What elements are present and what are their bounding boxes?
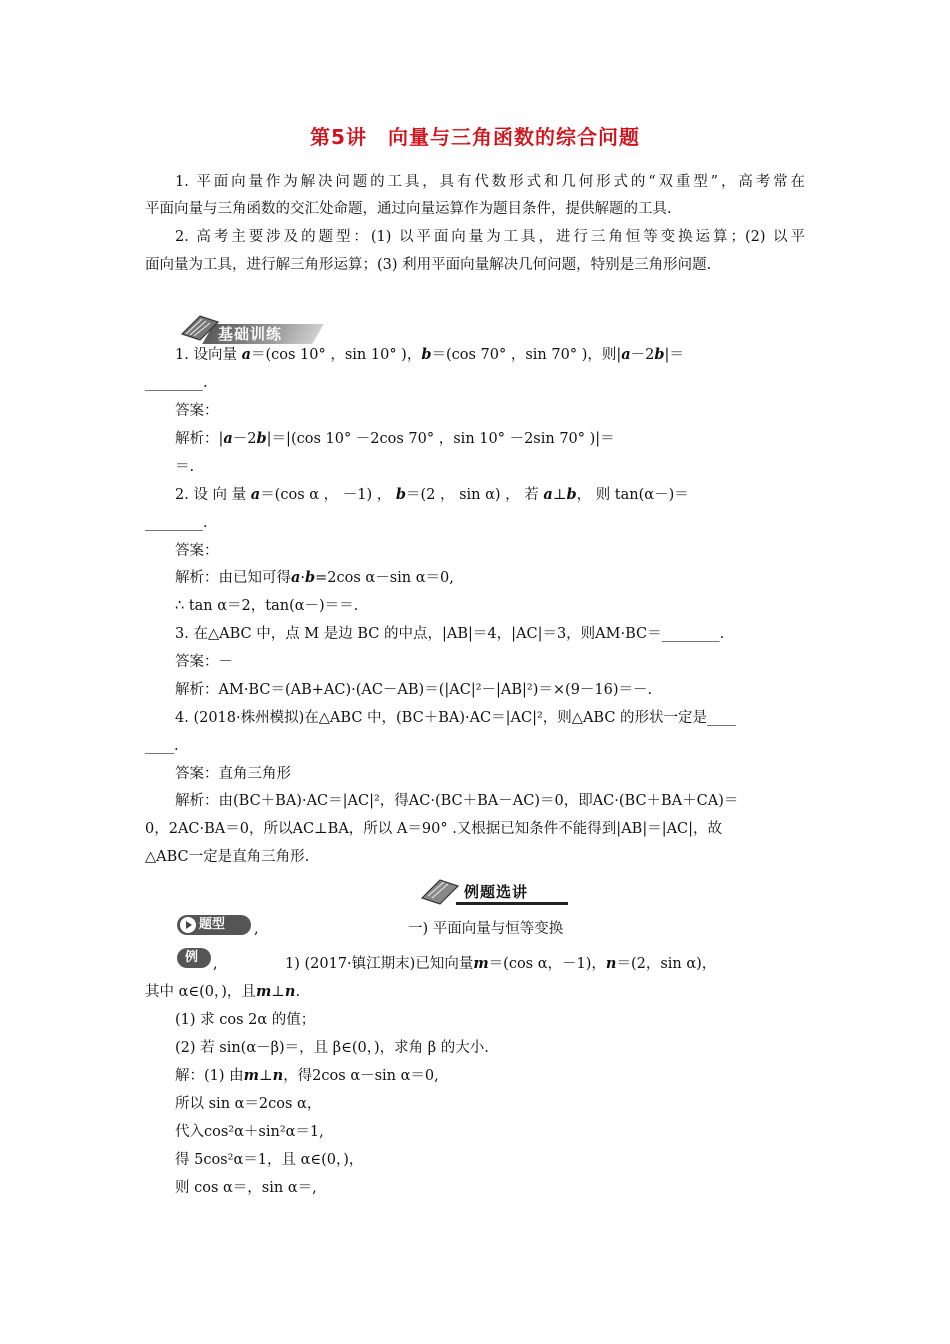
section-banner-label: 基础训练 <box>218 325 283 343</box>
question-2-line-1: 2. 设 向 量 a＝(cos α ， －1) ， b＝(2 ， sin α) ， 若 a⊥b， 则 tan(α－)＝ <box>175 486 689 503</box>
question-1-solution-line-2: ＝. <box>175 459 195 475</box>
section-banner-label: 例题选讲 <box>464 883 529 901</box>
question-4-line-2: ____. <box>145 738 179 754</box>
example-solution-line-2: 所以 sin α＝2cos α， <box>175 1096 322 1112</box>
question-1-line-2: ________. <box>145 375 208 391</box>
intro-paragraph-1-line-1: 1. 平面向量作为解决问题的工具，具有代数形式和几何形式的“双重型”，高考常在 <box>175 174 805 190</box>
play-icon <box>180 917 196 933</box>
question-4-answer: 答案：直角三角形 <box>175 766 291 782</box>
page-title: 第5讲 向量与三角函数的综合问题 <box>310 125 640 149</box>
example-line-1: 1) (2017·镇江期末)已知向量m＝(cos α，－1)，n＝(2，sin α)， <box>285 955 717 972</box>
book-icon <box>178 312 222 344</box>
question-1-solution-line-1: 解析：|a－2b|＝|(cos 10° －2cos 70° ，sin 10° －2sin 70° )|＝ <box>175 430 615 447</box>
example-tag: 例 <box>177 948 211 968</box>
section-banner-basic-training <box>178 312 328 346</box>
question-1-answer: 答案： <box>175 403 219 419</box>
example-solution-line-5: 则 cos α＝，sin α＝, <box>175 1180 317 1196</box>
example-line-2: 其中 α∈(0，)，且m⊥n. <box>145 983 301 1000</box>
question-2-solution-line-2: ∴ tan α＝2，tan(α－)＝＝. <box>175 598 359 614</box>
intro-paragraph-2-line-1: 2. 高考主要涉及的题型：(1) 以平面向量为工具，进行三角恒等变换运算；(2) 以平 <box>175 229 805 245</box>
type-tag-comma: , <box>254 921 259 937</box>
example-tag-comma: , <box>213 956 218 972</box>
section-banner-example-lectures <box>418 874 578 908</box>
intro-paragraph-2-line-2: 面向量为工具，进行解三角形运算；(3) 利用平面向量解决几何问题，特别是三角形问题. <box>145 257 712 273</box>
type-title: 一) 平面向量与恒等变换 <box>408 921 564 937</box>
question-3-solution: 解析：AM·BC＝(AB+AC)·(AC－AB)＝(|AC|²－|AB|²)＝×(9－16)＝－. <box>175 682 653 698</box>
question-3-answer: 答案：－ <box>175 654 233 670</box>
question-1-line-1: 1. 设向量 a＝(cos 10° ，sin 10° )，b＝(cos 70° ，sin 70° )，则|a－2b|＝ <box>175 346 684 363</box>
question-4-solution-line-2: 0，2AC·BA＝0，所以AC⊥BA，所以 A＝90° .又根据已知条件不能得到|AB|＝|AC|，故 <box>145 821 723 837</box>
question-4-line-1: 4. (2018·株州模拟)在△ABC 中，(BC＋BA)·AC＝|AC|²，则△ABC 的形状一定是____ <box>175 710 737 726</box>
question-4-solution-line-3: △ABC一定是直角三角形. <box>145 849 310 865</box>
example-question-1: (1) 求 cos 2α 的值； <box>175 1012 316 1028</box>
example-solution-line-1: 解：(1) 由m⊥n，得2cos α－sin α＝0, <box>175 1067 439 1084</box>
example-question-2: (2) 若 sin(α－β)＝，且 β∈(0，)，求角 β 的大小. <box>175 1040 489 1056</box>
example-solution-line-3: 代入cos²α＋sin²α＝1, <box>175 1124 324 1140</box>
question-2-line-2: ________. <box>145 515 208 531</box>
type-tag: 题型 <box>177 915 251 935</box>
question-3-line-1: 3. 在△ABC 中，点 M 是边 BC 的中点，|AB|＝4，|AC|＝3，则AM·BC＝________. <box>175 626 725 642</box>
question-4-solution-line-1: 解析：由(BC＋BA)·AC＝|AC|²，得AC·(BC＋BA－AC)＝0，即AC·(BC＋BA＋CA)＝ <box>175 793 739 809</box>
example-solution-line-4: 得 5cos²α＝1，且 α∈(0，)， <box>175 1152 364 1168</box>
question-2-answer: 答案： <box>175 543 219 559</box>
question-2-solution-line-1: 解析：由已知可得a·b=2cos α－sin α＝0, <box>175 569 454 586</box>
intro-paragraph-1-line-2: 平面向量与三角函数的交汇处命题，通过向量运算作为题目条件，提供解题的工具. <box>145 201 672 217</box>
